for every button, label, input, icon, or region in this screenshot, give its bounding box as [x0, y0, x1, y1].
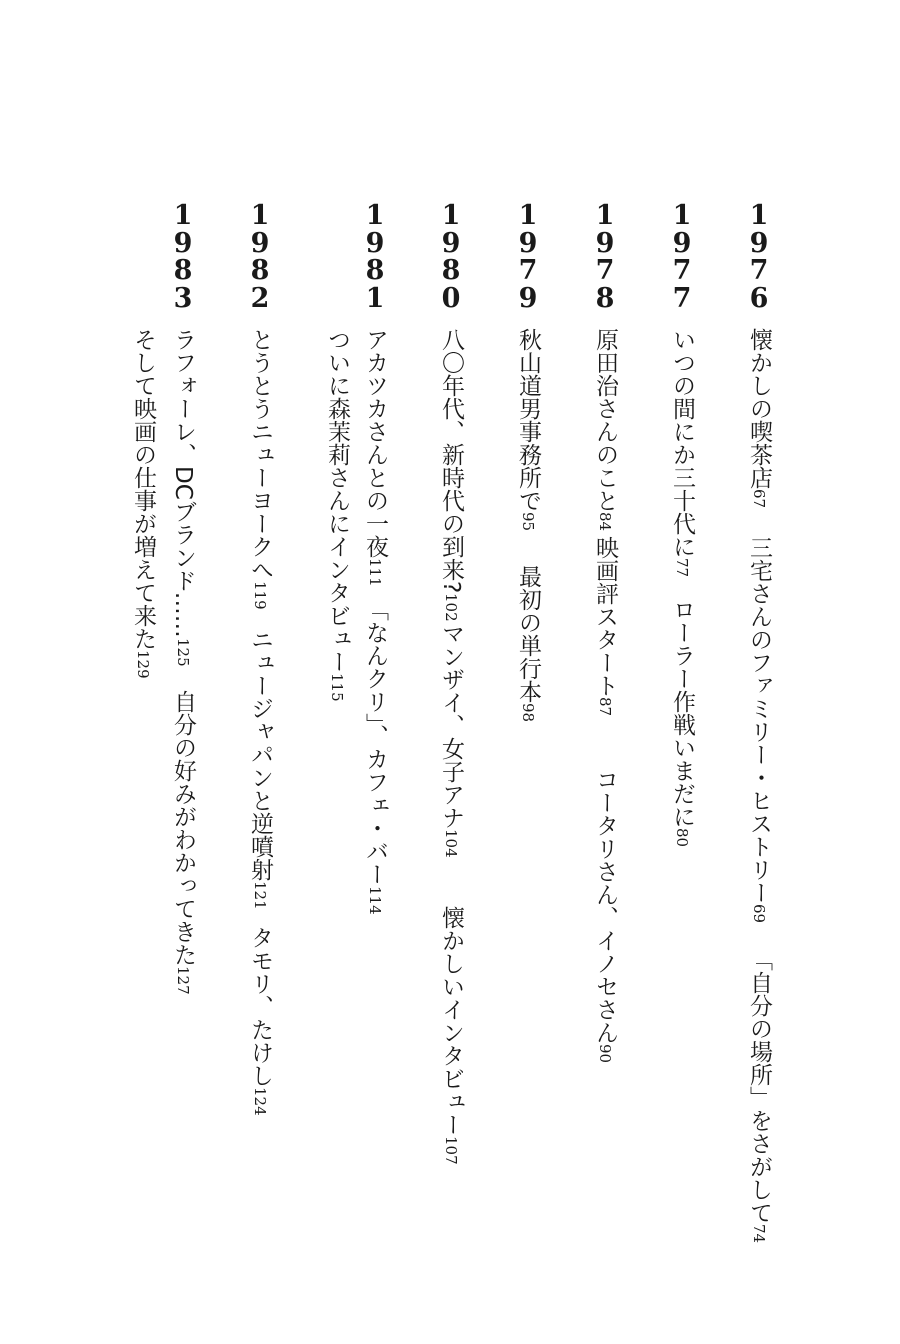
toc-entry[interactable]: [745, 536, 773, 923]
entry-title: 懐かしの喫茶店: [746, 328, 772, 489]
year-heading-1979: [508, 202, 548, 312]
entry-page-number: 124: [251, 1087, 269, 1116]
entry-page-number: 98: [519, 703, 537, 723]
entry-title: そして映画の仕事が増えて来た: [130, 328, 156, 650]
year-heading-1978: [585, 202, 625, 312]
year-digit: 9: [365, 227, 385, 259]
entry-title: 「自分の場所」をさがして: [746, 948, 772, 1224]
toc-entry[interactable]: [361, 328, 389, 587]
toc-entry[interactable]: [129, 328, 157, 679]
entry-title: 三宅さんのファミリー・ヒストリー: [746, 536, 772, 904]
year-digit: 9: [672, 227, 692, 259]
year-digit: 7: [672, 255, 692, 286]
entry-page-number: 87: [596, 697, 614, 717]
entry-page-number: 111: [366, 558, 384, 587]
entry-title: 秋山道男事務所で: [515, 328, 541, 512]
year-digit: 7: [672, 282, 692, 314]
entry-title: 「なんクリ」、カフェ・バー: [362, 598, 388, 886]
entry-title: コータリさん、イノセさん: [592, 768, 618, 1044]
year-digit: 1: [365, 200, 385, 231]
year-digit: 0: [441, 282, 461, 314]
year-digit: 7: [749, 255, 769, 286]
entry-title: ニュージャパンと逆噴射: [247, 628, 273, 881]
entry-page-number: 80: [673, 828, 691, 848]
entry-title: とうとうニューヨークへ: [247, 328, 273, 581]
toc-entry[interactable]: [591, 328, 619, 531]
entry-title: ついに森茉莉さんにインタビュー: [324, 328, 350, 673]
year-digit: 7: [595, 255, 615, 286]
entry-page-number: 127: [174, 966, 192, 995]
entry-page-number: 69: [750, 904, 768, 924]
year-digit: 9: [250, 227, 270, 259]
year-digit: 9: [518, 227, 538, 259]
entry-page-number: 102: [442, 593, 460, 622]
year-heading-1981: [355, 202, 395, 312]
toc-entry[interactable]: [514, 328, 542, 531]
year-digit: 8: [441, 255, 461, 286]
toc-entry[interactable]: [437, 328, 465, 622]
toc-entry[interactable]: [437, 622, 465, 858]
year-digit: 9: [595, 227, 615, 259]
entry-page-number: 67: [750, 489, 768, 509]
entry-page-number: 114: [366, 885, 384, 915]
entry-title: 最初の単行本: [515, 565, 541, 703]
year-digit: 8: [365, 255, 385, 286]
year-digit: 1: [250, 200, 270, 231]
entry-page-number: 77: [673, 558, 691, 578]
toc-entry[interactable]: [591, 768, 619, 1063]
toc-entry[interactable]: [668, 598, 696, 847]
year-digit: 1: [595, 200, 615, 231]
year-digit: 9: [173, 227, 193, 259]
toc-entry[interactable]: [169, 328, 197, 666]
entry-page-number: 129: [134, 650, 152, 679]
toc-entry[interactable]: [246, 328, 274, 610]
entry-title: 懐かしいインタビュー: [438, 906, 464, 1136]
entry-page-number: 74: [750, 1224, 768, 1244]
toc-entry[interactable]: [514, 565, 542, 722]
entry-title: 自分の好みがわかってきた: [170, 690, 196, 966]
toc-entry[interactable]: [361, 598, 389, 914]
entry-page-number: 115: [328, 673, 346, 702]
year-digit: 9: [518, 282, 538, 314]
entry-page-number: 84: [596, 512, 614, 532]
toc-entry[interactable]: [246, 628, 274, 910]
year-digit: 7: [518, 255, 538, 286]
toc-entry[interactable]: [169, 690, 197, 995]
entry-page-number: 121: [251, 881, 269, 910]
year-digit: 8: [250, 255, 270, 286]
year-digit: 1: [518, 200, 538, 231]
year-digit: 1: [441, 200, 461, 231]
year-digit: 1: [672, 200, 692, 231]
toc-entry[interactable]: [668, 328, 696, 577]
year-digit: 1: [365, 282, 385, 314]
year-heading-1977: [662, 202, 702, 312]
entry-page-number: 107: [442, 1136, 460, 1165]
toc-entry[interactable]: [246, 926, 274, 1116]
entry-page-number: 104: [442, 829, 460, 858]
year-digit: 3: [173, 282, 193, 314]
toc-entry[interactable]: [323, 328, 351, 702]
year-digit: 6: [749, 282, 769, 314]
entry-title: マンザイ、女子アナ: [438, 622, 464, 829]
year-digit: 9: [441, 227, 461, 259]
year-digit: 9: [749, 227, 769, 259]
entry-title: ラフォーレ、DCブランド……: [170, 328, 196, 638]
entry-title: 原田治さんのこと: [592, 328, 618, 512]
entry-page-number: 95: [519, 512, 537, 532]
entry-page-number: 119: [251, 581, 269, 610]
entry-page-number: 125: [174, 637, 192, 667]
toc-entry[interactable]: [745, 328, 773, 508]
entry-title: ローラー作戦いまだに: [669, 598, 695, 828]
year-digit: 8: [173, 255, 193, 286]
entry-title: 映画評スタート: [592, 536, 618, 697]
year-heading-1982: [240, 202, 280, 312]
year-digit: 8: [595, 282, 615, 314]
entry-title: いつの間にか三十代に: [669, 328, 695, 558]
year-heading-1976: [739, 202, 779, 312]
year-heading-1980: [431, 202, 471, 312]
entry-page-number: 90: [596, 1044, 614, 1064]
toc-entry[interactable]: [591, 536, 619, 716]
entry-title: アカツカさんとの一夜: [362, 328, 388, 558]
year-digit: 2: [250, 282, 270, 314]
year-heading-1983: [163, 202, 203, 312]
entry-title: タモリ、たけし: [247, 926, 273, 1087]
toc-entry[interactable]: [745, 948, 773, 1243]
entry-title: 八〇年代、新時代の到来?: [438, 328, 464, 594]
toc-entry[interactable]: [437, 906, 465, 1165]
year-digit: 1: [749, 200, 769, 231]
year-digit: 1: [173, 200, 193, 231]
